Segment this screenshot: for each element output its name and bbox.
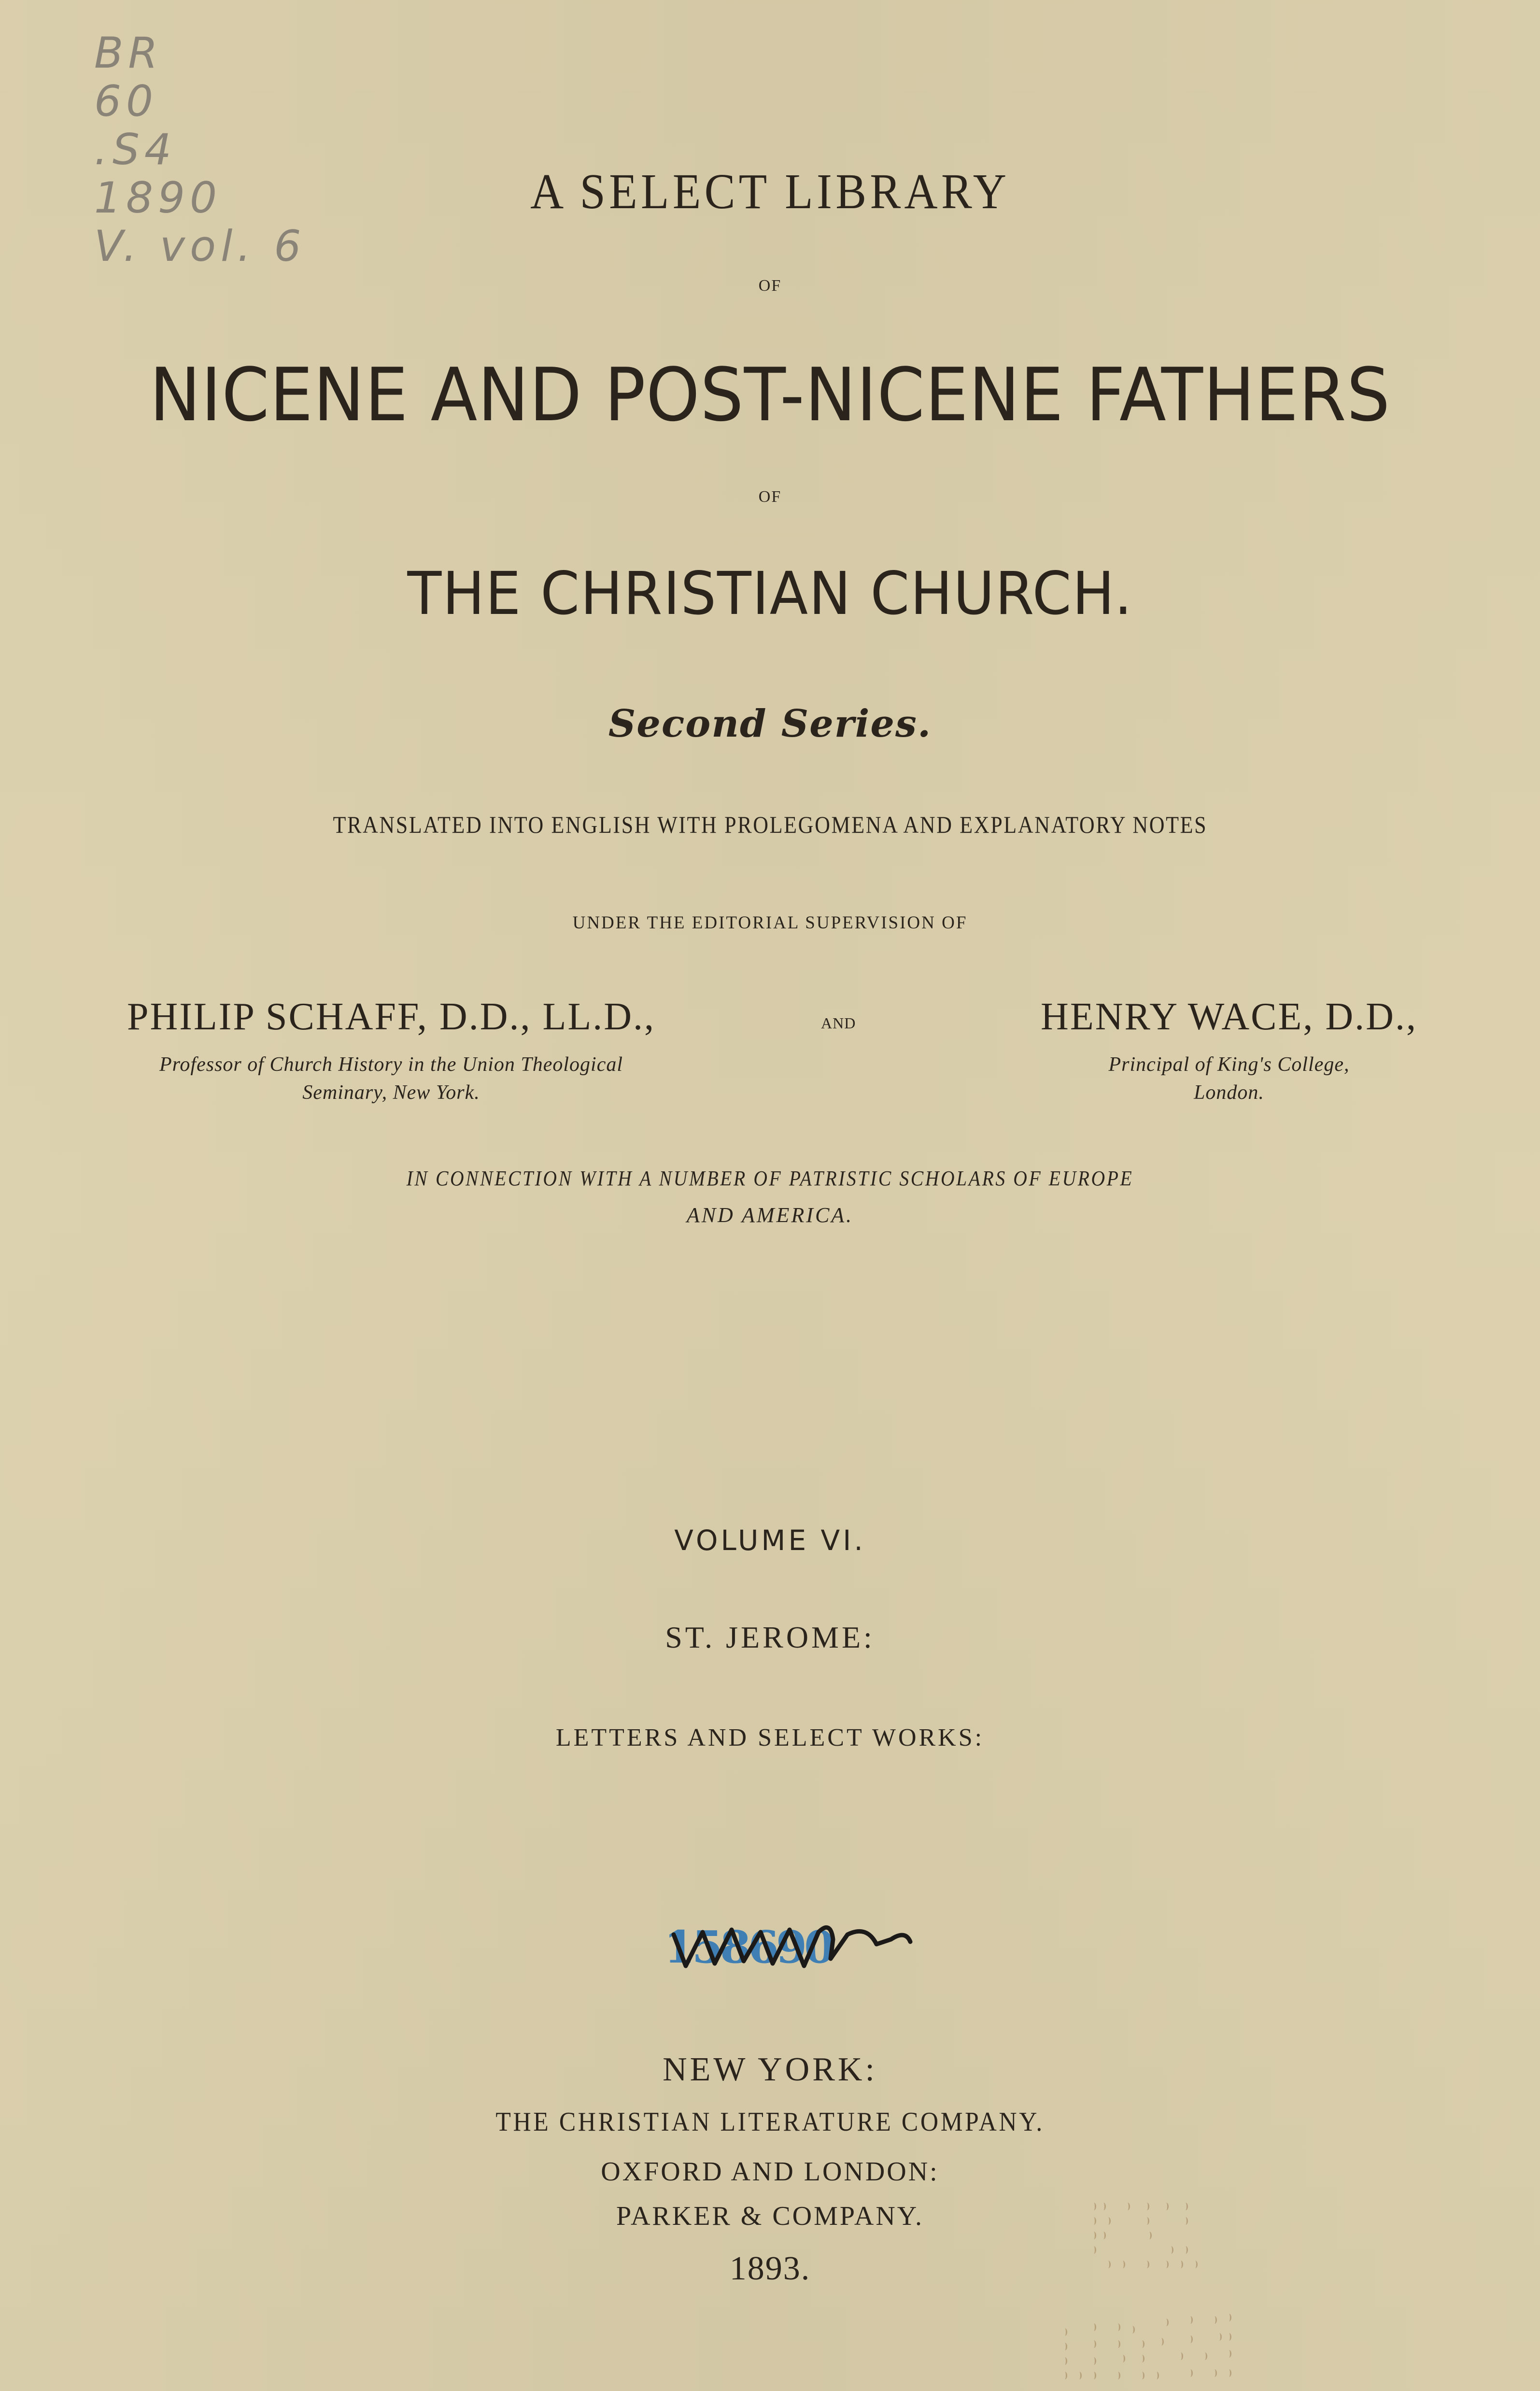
church-title-text: THE CHRISTIAN CHURCH.	[407, 559, 1133, 628]
stamp-number: 158690	[664, 1921, 833, 1973]
volume-works: LETTERS AND SELECT WORKS:	[555, 1724, 985, 1751]
call-number-line: 60	[94, 76, 158, 126]
series-prefix	[0, 164, 1540, 219]
imprint-co-city: OXFORD AND LONDON:	[601, 2157, 939, 2187]
main-title-text: NICENE AND POST-NICENE FATHERS	[149, 352, 1391, 438]
imprint-co-publisher: PARKER & COMPANY.	[616, 2201, 924, 2231]
editor-title: Principal of King's College,	[1108, 1053, 1350, 1076]
connection-line-2: AND AMERICA.	[686, 1203, 854, 1227]
perforation-stamp-icon	[1062, 2203, 1425, 2386]
editor-title: London.	[1194, 1082, 1264, 1104]
scribble-strikeout-icon	[664, 1920, 915, 1973]
main-title	[0, 352, 1540, 438]
connection-text: IN CONNECTION WITH A NUMBER OF PATRISTIC SCHOLARS OF EUROPE	[406, 1167, 1134, 1190]
volume-label: VOLUME VI.	[674, 1524, 866, 1557]
connection-line-1	[0, 1168, 1540, 1189]
of-connector-1: OF	[758, 277, 782, 295]
editor-title: Professor of Church History in the Union Theological	[159, 1053, 623, 1076]
editor-title: Seminary, New York.	[302, 1082, 480, 1104]
editor-name: HENRY WACE, D.D.,	[1041, 996, 1417, 1038]
editor-wace	[956, 997, 1502, 1107]
translated-text: TRANSLATED INTO ENGLISH WITH PROLEGOMENA AND EXPLANATORY NOTES	[333, 811, 1207, 838]
accession-stamp	[664, 1921, 915, 1973]
call-number-line: BR	[94, 28, 163, 78]
call-number-line: V. vol. 6	[94, 221, 306, 271]
handwritten-call-number	[94, 29, 306, 270]
translated-line	[0, 812, 1540, 837]
church-title	[0, 559, 1540, 628]
series-blackletter: Second Series.	[608, 702, 932, 746]
editor-name: PHILIP SCHAFF, D.D., LL.D.,	[127, 996, 655, 1038]
call-number-line: 1890	[94, 173, 222, 223]
call-number-line: .S4	[94, 125, 176, 174]
imprint-publisher-text: THE CHRISTIAN LITERATURE COMPANY.	[495, 2107, 1045, 2137]
supervision-line: UNDER THE EDITORIAL SUPERVISION OF	[572, 913, 968, 933]
series-prefix-text: A SELECT LIBRARY	[530, 164, 1010, 219]
imprint-publisher	[0, 2108, 1540, 2135]
of-connector-2: OF	[758, 488, 782, 506]
imprint-year: 1893.	[729, 2250, 811, 2287]
editor-schaff	[48, 997, 734, 1107]
volume-author: ST. JEROME:	[665, 1620, 875, 1654]
imprint-city: NEW YORK:	[663, 2051, 877, 2088]
editor-conjunction: AND	[821, 1014, 856, 1032]
